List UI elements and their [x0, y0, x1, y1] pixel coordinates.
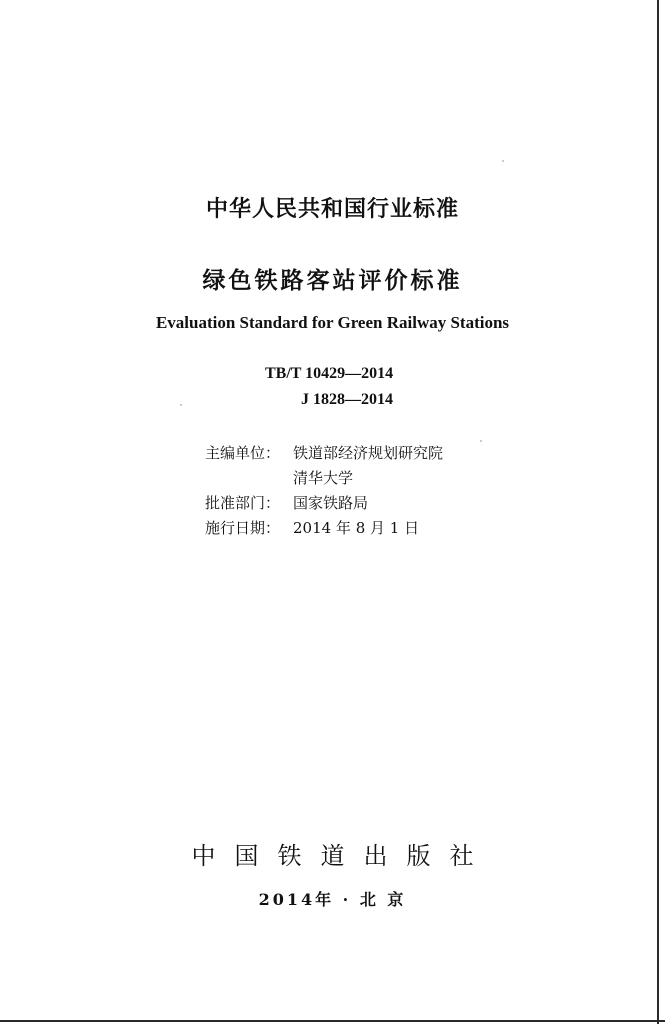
- chinese-title: 绿色铁路客站评价标准: [202, 268, 463, 294]
- editor-row: [205, 441, 443, 466]
- scan-speck: [480, 440, 482, 442]
- approver-label: 批准部门：: [205, 494, 281, 512]
- english-title: Evaluation Standard for Green Railway Stations: [155, 313, 510, 332]
- approver-value: 国家铁路局: [293, 494, 369, 512]
- standard-code-tb: TB/T 10429—2014: [265, 365, 394, 382]
- approver-row: [205, 491, 443, 516]
- standard-category: 中华人民共和国行业标准: [205, 197, 459, 222]
- effective-date-value: 2014 年 8 月 1 日: [293, 519, 420, 537]
- scan-border-bottom: [0, 1020, 665, 1022]
- publisher-name: 中国铁道出版社: [191, 842, 493, 870]
- scan-border-right: [657, 0, 659, 1024]
- editor-row-2: [205, 466, 443, 491]
- publication-year-place: 2014年 · 北 京: [258, 890, 407, 909]
- scan-speck: [180, 404, 182, 406]
- standard-info-block: [205, 441, 443, 541]
- editor-organization-1: 铁道部经济规划研究院: [293, 444, 444, 462]
- editor-organization-2: 清华大学: [293, 469, 354, 487]
- editor-label: 主编单位：: [205, 444, 281, 462]
- effective-date-label: 施行日期：: [205, 519, 281, 537]
- scan-speck: [502, 160, 504, 162]
- effective-date-row: [205, 516, 443, 541]
- standard-code-j: J 1828—2014: [301, 391, 393, 408]
